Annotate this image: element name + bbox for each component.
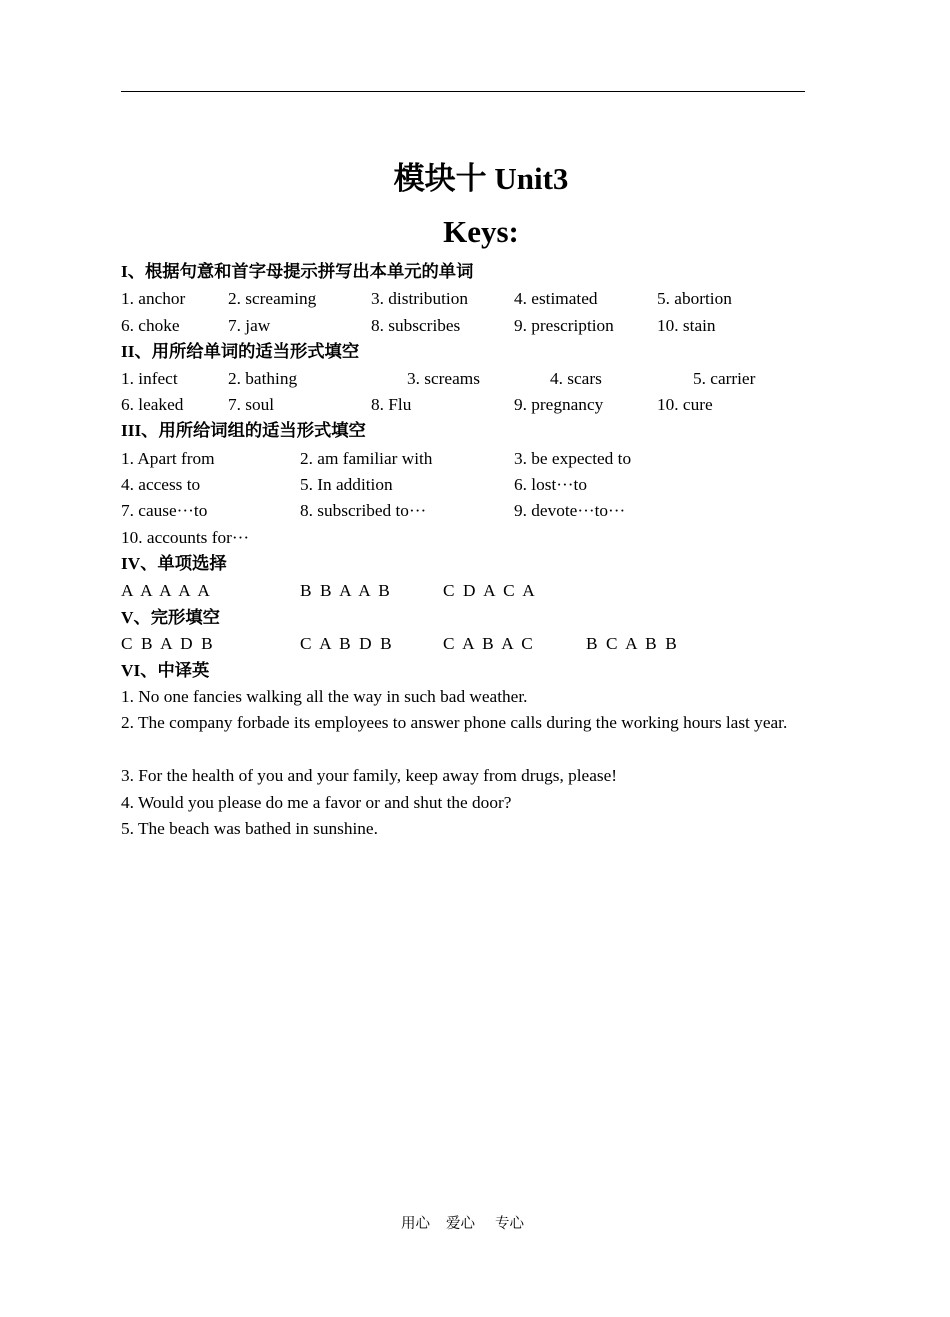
page-title: 模块十 Unit3 [393,161,569,196]
answer-item: 9. prescription [514,316,614,335]
answer-item: 1. anchor [121,289,186,308]
answer-item: 9. pregnancy [514,395,604,414]
answer-item: 1. infect [121,369,178,388]
page-footer [0,1213,925,1235]
section-4-heading: IV、单项选择 [121,554,227,573]
answer-item: 1. Apart from [121,449,215,468]
answer-item: 6. choke [121,316,180,335]
answer-item: 5. In addition [300,475,393,494]
header-rule [121,91,805,92]
answer-item: 6. lost···to [514,475,587,494]
answer-item: 3. screams [407,369,480,388]
answer-item: 2. screaming [228,289,317,308]
answer-group: B B A A B [300,581,392,600]
answer-group: B C A B B [586,634,679,653]
answer-item: 4. estimated [514,289,598,308]
answer-item: 8. Flu [371,395,412,414]
answer-item: 10. cure [657,395,713,414]
translation-item: 3. For the health of you and your family, keep away from drugs, please! [121,766,618,785]
section-2-heading: II、用所给单词的适当形式填空 [121,342,360,361]
answer-group: C A B A C [443,634,535,653]
keys-subtitle: Keys: [443,214,519,249]
answer-item: 5. carrier [693,369,756,388]
answer-item: 10. stain [657,316,716,335]
answer-item: 7. cause···to [121,501,208,520]
section-1-heading: I、根据句意和首字母提示拼写出本单元的单词 [121,262,474,281]
footer-word: 爱心 [446,1216,475,1232]
answer-item: 5. abortion [657,289,732,308]
answer-item: 8. subscribes [371,316,461,335]
answer-item: 7. soul [228,395,275,414]
answer-item: 7. jaw [228,316,271,335]
answer-item: 3. distribution [371,289,468,308]
footer-word: 用心 [401,1216,430,1232]
section-3-heading: III、用所给词组的适当形式填空 [121,421,366,440]
answer-group: C B A D B [121,634,215,653]
translation-item: 1. No one fancies walking all the way in such bad weather. [121,687,528,706]
answer-item: 9. devote···to··· [514,501,626,520]
answer-item: 8. subscribed to··· [300,501,427,520]
answer-item: 2. bathing [228,369,298,388]
translation-item: 4. Would you please do me a favor or and shut the door? [121,793,512,812]
answer-item: 10. accounts for··· [121,528,250,547]
footer-word: 专心 [495,1216,524,1232]
answer-item: 3. be expected to [514,449,632,468]
answer-item: 6. leaked [121,395,184,414]
answer-item: 4. access to [121,475,201,494]
translation-item: 5. The beach was bathed in sunshine. [121,819,378,838]
answer-group: A A A A A [121,581,212,600]
answer-item: 4. scars [550,369,602,388]
section-6-heading: VI、中译英 [121,661,210,680]
answer-group: C A B D B [300,634,394,653]
translation-item: 2. The company forbade its employees to answer phone calls during the working hours last year. [121,713,788,732]
answer-group: C D A C A [443,581,537,600]
section-5-heading: V、完形填空 [121,608,220,627]
answer-item: 2. am familiar with [300,449,433,468]
